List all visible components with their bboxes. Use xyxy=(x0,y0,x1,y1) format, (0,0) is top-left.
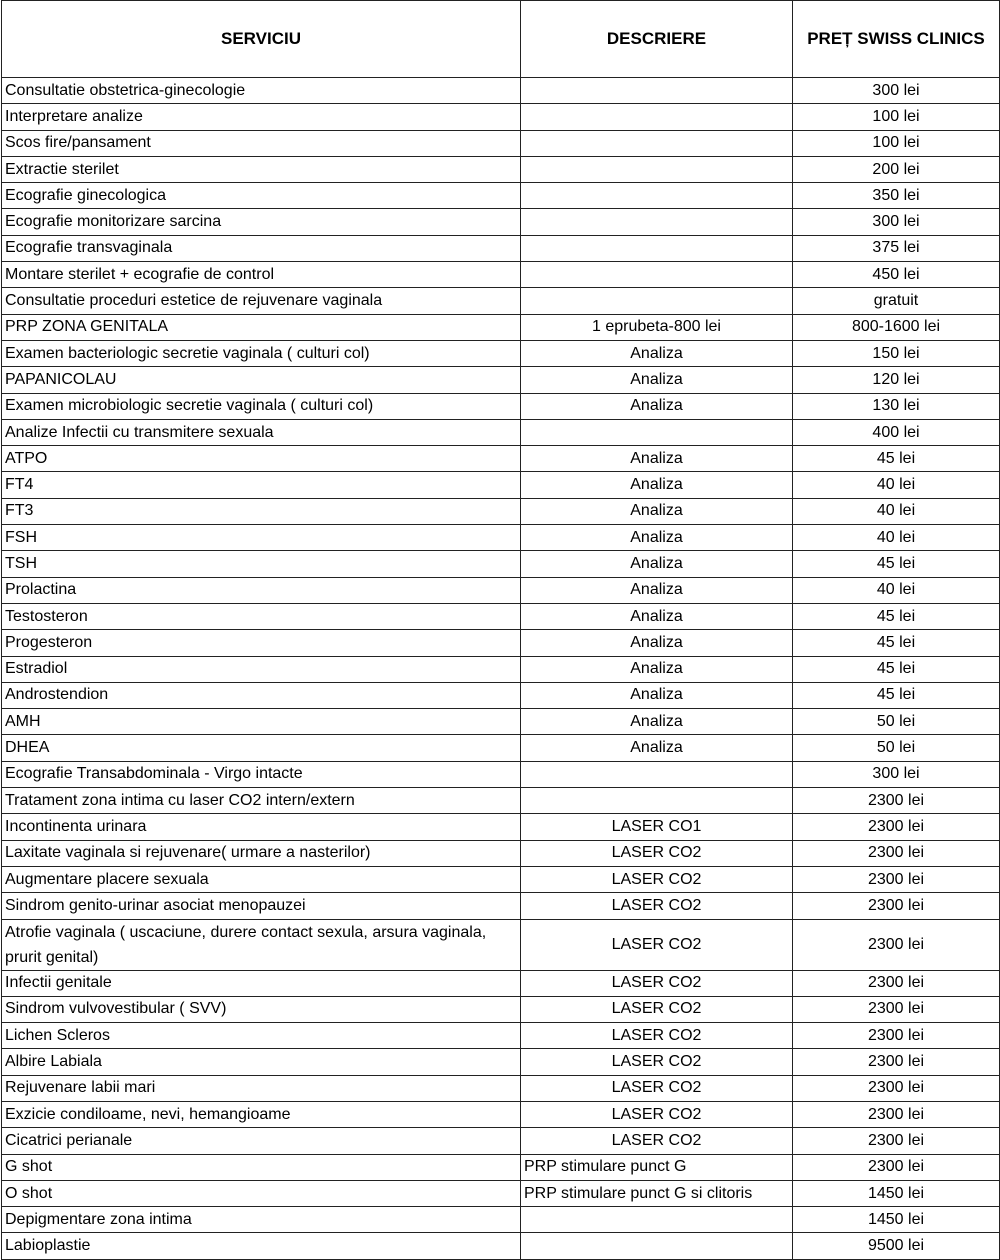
table-row xyxy=(2,814,1000,840)
description-cell: LASER CO2 xyxy=(521,970,793,996)
description-cell: Analiza xyxy=(521,656,793,682)
table-row xyxy=(2,209,1000,235)
table-row xyxy=(2,235,1000,261)
price-cell: 9500 lei xyxy=(793,1233,1000,1259)
service-cell: Examen microbiologic secretie vaginala ( culturi col) xyxy=(2,393,521,419)
service-cell: Androstendion xyxy=(2,682,521,708)
price-cell: 800-1600 lei xyxy=(793,314,1000,340)
service-cell: PAPANICOLAU xyxy=(2,367,521,393)
table-row xyxy=(2,1023,1000,1049)
service-cell: FT4 xyxy=(2,472,521,498)
price-cell: 2300 lei xyxy=(793,866,1000,892)
price-cell: 45 lei xyxy=(793,603,1000,629)
table-row xyxy=(2,314,1000,340)
price-cell: 2300 lei xyxy=(793,1154,1000,1180)
price-cell: 350 lei xyxy=(793,183,1000,209)
table-row xyxy=(2,393,1000,419)
description-cell xyxy=(521,78,793,104)
table-row xyxy=(2,1180,1000,1206)
price-cell: 40 lei xyxy=(793,498,1000,524)
price-cell: 1450 lei xyxy=(793,1180,1000,1206)
service-cell: Sindrom vulvovestibular ( SVV) xyxy=(2,996,521,1022)
table-row xyxy=(2,682,1000,708)
service-cell: TSH xyxy=(2,551,521,577)
price-cell: 300 lei xyxy=(793,209,1000,235)
service-cell: ATPO xyxy=(2,446,521,472)
service-cell: FSH xyxy=(2,525,521,551)
description-cell: LASER CO1 xyxy=(521,814,793,840)
description-cell: Analiza xyxy=(521,682,793,708)
price-cell: 40 lei xyxy=(793,472,1000,498)
description-cell: LASER CO2 xyxy=(521,893,793,919)
table-row xyxy=(2,996,1000,1022)
service-cell: Ecografie monitorizare sarcina xyxy=(2,209,521,235)
price-cell: 120 lei xyxy=(793,367,1000,393)
price-table xyxy=(1,0,1000,1260)
service-cell: Consultatie proceduri estetice de rejuvenare vaginala xyxy=(2,288,521,314)
description-cell xyxy=(521,156,793,182)
price-cell: 1450 lei xyxy=(793,1207,1000,1233)
table-row xyxy=(2,1128,1000,1154)
table-row xyxy=(2,130,1000,156)
table-row xyxy=(2,1154,1000,1180)
service-cell: Analize Infectii cu transmitere sexuala xyxy=(2,419,521,445)
service-cell: FT3 xyxy=(2,498,521,524)
table-row xyxy=(2,761,1000,787)
description-cell: Analiza xyxy=(521,577,793,603)
description-cell xyxy=(521,104,793,130)
table-row xyxy=(2,1233,1000,1259)
price-cell: 40 lei xyxy=(793,577,1000,603)
table-row xyxy=(2,498,1000,524)
description-cell: Analiza xyxy=(521,498,793,524)
table-row xyxy=(2,446,1000,472)
table-row xyxy=(2,577,1000,603)
service-cell: Scos fire/pansament xyxy=(2,130,521,156)
price-cell: 45 lei xyxy=(793,656,1000,682)
table-header xyxy=(2,1,1000,78)
price-cell: 400 lei xyxy=(793,419,1000,445)
price-cell: 2300 lei xyxy=(793,1023,1000,1049)
table-row xyxy=(2,840,1000,866)
price-cell: 300 lei xyxy=(793,78,1000,104)
description-cell: PRP stimulare punct G xyxy=(521,1154,793,1180)
service-cell: G shot xyxy=(2,1154,521,1180)
table-row xyxy=(2,525,1000,551)
description-cell: LASER CO2 xyxy=(521,1075,793,1101)
header-price: PREȚ SWISS CLINICS xyxy=(793,1,1000,78)
description-cell xyxy=(521,209,793,235)
description-cell: LASER CO2 xyxy=(521,840,793,866)
description-cell: Analiza xyxy=(521,446,793,472)
service-cell: Infectii genitale xyxy=(2,970,521,996)
description-cell: LASER CO2 xyxy=(521,1049,793,1075)
price-cell: 50 lei xyxy=(793,709,1000,735)
service-cell: Atrofie vaginala ( uscaciune, durere contact sexula, arsura vaginala, prurit genital) xyxy=(2,919,521,970)
service-cell: Ecografie Transabdominala - Virgo intacte xyxy=(2,761,521,787)
table-row xyxy=(2,156,1000,182)
service-cell: Cicatrici perianale xyxy=(2,1128,521,1154)
service-cell: Albire Labiala xyxy=(2,1049,521,1075)
price-cell: 45 lei xyxy=(793,551,1000,577)
price-cell: 100 lei xyxy=(793,130,1000,156)
table-row xyxy=(2,970,1000,996)
service-cell: O shot xyxy=(2,1180,521,1206)
price-cell: 200 lei xyxy=(793,156,1000,182)
table-row xyxy=(2,603,1000,629)
table-row xyxy=(2,78,1000,104)
header-row xyxy=(2,1,1000,78)
header-service: SERVICIU xyxy=(2,1,521,78)
description-cell xyxy=(521,183,793,209)
service-cell: Sindrom genito-urinar asociat menopauzei xyxy=(2,893,521,919)
description-cell: Analiza xyxy=(521,525,793,551)
table-row xyxy=(2,866,1000,892)
table-row xyxy=(2,735,1000,761)
description-cell: LASER CO2 xyxy=(521,866,793,892)
service-cell: Prolactina xyxy=(2,577,521,603)
description-cell xyxy=(521,419,793,445)
description-cell: Analiza xyxy=(521,472,793,498)
price-cell: 50 lei xyxy=(793,735,1000,761)
table-row xyxy=(2,183,1000,209)
service-cell: DHEA xyxy=(2,735,521,761)
table-row xyxy=(2,919,1000,970)
table-row xyxy=(2,472,1000,498)
table-row xyxy=(2,709,1000,735)
service-cell: Montare sterilet + ecografie de control xyxy=(2,262,521,288)
table-row xyxy=(2,893,1000,919)
service-cell: Ecografie ginecologica xyxy=(2,183,521,209)
price-cell: 40 lei xyxy=(793,525,1000,551)
description-cell xyxy=(521,761,793,787)
table-row xyxy=(2,656,1000,682)
service-cell: Examen bacteriologic secretie vaginala ( culturi col) xyxy=(2,340,521,366)
service-cell: Rejuvenare labii mari xyxy=(2,1075,521,1101)
price-cell: 2300 lei xyxy=(793,788,1000,814)
price-cell: 130 lei xyxy=(793,393,1000,419)
table-row xyxy=(2,367,1000,393)
service-cell: Consultatie obstetrica-ginecologie xyxy=(2,78,521,104)
service-cell: Ecografie transvaginala xyxy=(2,235,521,261)
price-cell: 2300 lei xyxy=(793,1049,1000,1075)
table-row xyxy=(2,419,1000,445)
description-cell: 1 eprubeta-800 lei xyxy=(521,314,793,340)
price-cell: 375 lei xyxy=(793,235,1000,261)
description-cell: Analiza xyxy=(521,367,793,393)
price-cell: 2300 lei xyxy=(793,1101,1000,1127)
service-cell: Testosteron xyxy=(2,603,521,629)
description-cell xyxy=(521,1207,793,1233)
price-cell: 2300 lei xyxy=(793,919,1000,970)
service-cell: Tratament zona intima cu laser CO2 intern/extern xyxy=(2,788,521,814)
price-cell: 300 lei xyxy=(793,761,1000,787)
service-cell: Augmentare placere sexuala xyxy=(2,866,521,892)
description-cell: LASER CO2 xyxy=(521,919,793,970)
price-cell: 150 lei xyxy=(793,340,1000,366)
service-cell: Incontinenta urinara xyxy=(2,814,521,840)
service-cell: Lichen Scleros xyxy=(2,1023,521,1049)
description-cell: Analiza xyxy=(521,603,793,629)
description-cell: Analiza xyxy=(521,393,793,419)
price-cell: 2300 lei xyxy=(793,996,1000,1022)
price-cell: 2300 lei xyxy=(793,893,1000,919)
description-cell: LASER CO2 xyxy=(521,996,793,1022)
table-row xyxy=(2,1075,1000,1101)
price-cell: 45 lei xyxy=(793,446,1000,472)
price-cell: gratuit xyxy=(793,288,1000,314)
table-row xyxy=(2,104,1000,130)
description-cell: Analiza xyxy=(521,340,793,366)
price-cell: 2300 lei xyxy=(793,970,1000,996)
table-row xyxy=(2,1101,1000,1127)
service-cell: Exzicie condiloame, nevi, hemangioame xyxy=(2,1101,521,1127)
service-cell: Estradiol xyxy=(2,656,521,682)
price-cell: 2300 lei xyxy=(793,1075,1000,1101)
price-cell: 2300 lei xyxy=(793,840,1000,866)
service-cell: Interpretare analize xyxy=(2,104,521,130)
table-row xyxy=(2,340,1000,366)
price-cell: 45 lei xyxy=(793,682,1000,708)
service-cell: Extractie sterilet xyxy=(2,156,521,182)
description-cell: Analiza xyxy=(521,551,793,577)
service-cell: Depigmentare zona intima xyxy=(2,1207,521,1233)
description-cell: Analiza xyxy=(521,735,793,761)
description-cell xyxy=(521,788,793,814)
price-cell: 450 lei xyxy=(793,262,1000,288)
description-cell: Analiza xyxy=(521,709,793,735)
description-cell xyxy=(521,235,793,261)
table-row xyxy=(2,262,1000,288)
service-cell: PRP ZONA GENITALA xyxy=(2,314,521,340)
table-row xyxy=(2,551,1000,577)
price-cell: 2300 lei xyxy=(793,1128,1000,1154)
price-cell: 2300 lei xyxy=(793,814,1000,840)
description-cell: LASER CO2 xyxy=(521,1101,793,1127)
description-cell xyxy=(521,1233,793,1259)
table-row xyxy=(2,288,1000,314)
table-row xyxy=(2,1207,1000,1233)
header-description: DESCRIERE xyxy=(521,1,793,78)
price-cell: 45 lei xyxy=(793,630,1000,656)
table-row xyxy=(2,630,1000,656)
description-cell xyxy=(521,288,793,314)
description-cell: LASER CO2 xyxy=(521,1128,793,1154)
service-cell: Progesteron xyxy=(2,630,521,656)
service-cell: AMH xyxy=(2,709,521,735)
price-cell: 100 lei xyxy=(793,104,1000,130)
table-row xyxy=(2,1049,1000,1075)
table-body xyxy=(2,78,1000,1260)
description-cell: PRP stimulare punct G si clitoris xyxy=(521,1180,793,1206)
service-cell: Laxitate vaginala si rejuvenare( urmare a nasterilor) xyxy=(2,840,521,866)
description-cell: LASER CO2 xyxy=(521,1023,793,1049)
description-cell xyxy=(521,130,793,156)
description-cell xyxy=(521,262,793,288)
table-row xyxy=(2,788,1000,814)
description-cell: Analiza xyxy=(521,630,793,656)
service-cell: Labioplastie xyxy=(2,1233,521,1259)
